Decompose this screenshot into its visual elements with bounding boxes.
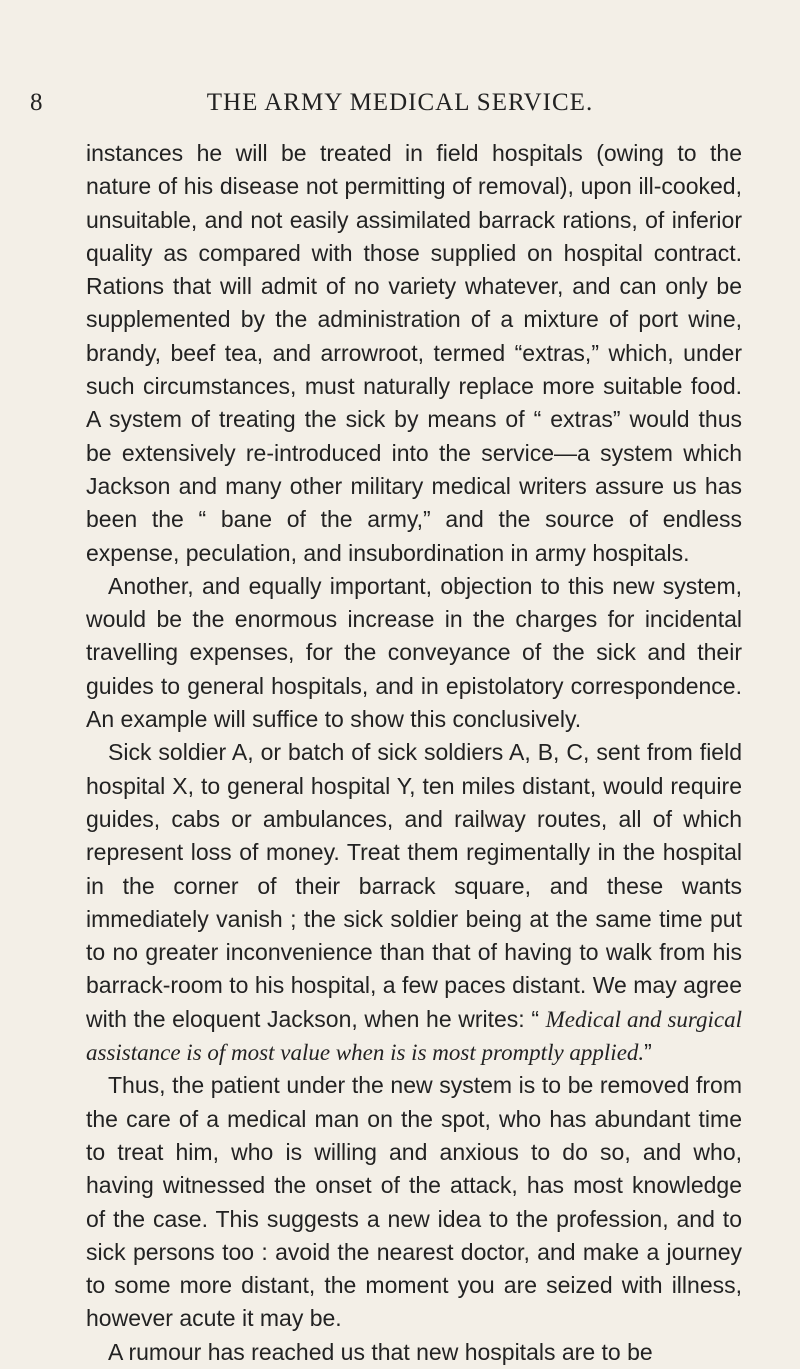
paragraph: Another, and equally important, objection to this new system, would be the enormous increase in the charges for incidental travelling expenses, for the conveyance of the sick and their guides to general hospitals, and in epistolatory correspondence. An example will suffice to show this conclusively.	[86, 572, 742, 733]
paragraph: instances he will be treated in field hospitals (owing to the nature of his disease not permitting of removal), upon ill-cooked, unsuitable, and not easily assimilated barrack rations, of inferior quality as compared with those supplied on hospital contract. Rations that will admit of no variety whatever, and can only be supplemented by the administration of a mixture of port wine, brandy, beef tea, and arrowroot, termed “extras,” which, under such circumstances, must naturally replace more suitable food. A system of treating the sick by means of “ extras” would thus be extensively re-introduced into the service—a system which Jackson and many other military medical writers assure us has been the “ bane of the army,” and the source of endless expense, peculation, and insubordination in army hospitals.	[86, 140, 742, 566]
running-head: THE ARMY MEDICAL SERVICE.	[206, 89, 594, 116]
paragraph: A rumour has reached us that new hospitals are to be	[108, 1338, 653, 1365]
paragraph: Thus, the patient under the new system is to be removed from the care of a medical man on the spot, who has abundant time to treat him, who is willing and anxious to do so, and who, having witnessed the onset of the attack, has most knowledge of the case. This suggests a new idea to the profession, and to sick persons too : avoid the nearest doctor, and make a journey to some more distant, the moment you are seized with illness, however acute it may be.	[86, 1072, 742, 1332]
quote-close: ”	[644, 1039, 652, 1066]
paragraph-text: Sick soldier A, or batch of sick soldiers A, B, C, sent from field hospital X, to general hospital Y, ten miles distant, would require guides, cabs or ambulances, and railway routes, all of which represent loss of money. Treat them regimentally in the hospital in the corner of their barrack square, and these wants immediately vanish ; the sick soldier being at the same time put to no greater inconvenience than that of having to walk from his barrack-room to his hospital, a few paces distant. We may agree with the eloquent Jackson, when he writes: “	[86, 739, 742, 1032]
italic-quote: Medical and surgical assistance is of most value when is is most promptly applied.	[86, 1006, 742, 1066]
body-text	[86, 137, 742, 1369]
paragraph	[86, 736, 742, 1069]
page-number: 8	[30, 89, 43, 116]
